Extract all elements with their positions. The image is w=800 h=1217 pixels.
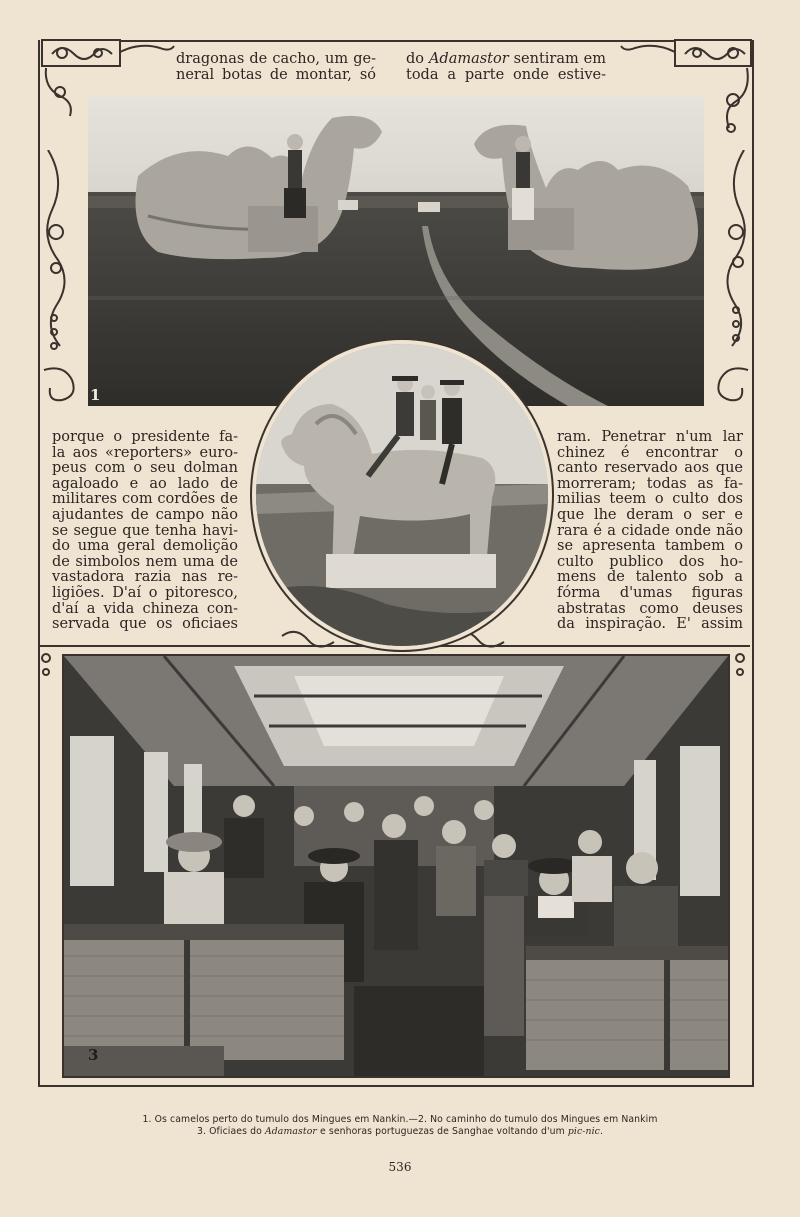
text-line: do uma geral demolição (52, 538, 238, 555)
text-line: se segue que tenha havi- (52, 522, 238, 539)
photo-number-3: 3 (88, 1046, 99, 1064)
caption-line-1: 1. Os camelos perto do tumulo dos Mingues em Nankin.—2. No caminho do tumulo dos Mingues em Nankim (142, 1114, 658, 1125)
text-line: culto publico dos ho- (557, 553, 743, 570)
text-line: de simbolos nem uma de (52, 553, 238, 570)
text-line: porque o presidente fa- (52, 429, 238, 445)
caption-fragment: e senhoras portuguezas de Sanghae voltando d'um (316, 1126, 568, 1137)
text-line: ligiões. D'aí o pitoresco, (52, 584, 238, 601)
text-line: rara é a cidade onde não (557, 522, 743, 539)
photo-number-1: 1 (90, 386, 101, 404)
text-line: militares com cordões de (52, 491, 238, 508)
side-ornament-left-icon (38, 150, 84, 420)
text-line: canto reservado aos que (557, 460, 743, 477)
top-rule (118, 40, 678, 42)
text-fragment: do (406, 51, 429, 67)
caption-italic: pic-nic (567, 1126, 600, 1137)
text-line: da inspiração. E' assim (557, 616, 743, 633)
text-line: ram. Penetrar n'um lar (557, 429, 743, 445)
left-text-column (52, 430, 238, 633)
caption-fragment: . (599, 1126, 604, 1137)
text-line: milias teem o culto dos (557, 491, 743, 508)
text-line: fórma d'umas figuras (557, 584, 743, 601)
caption-fragment: 3. Oficiaes do (196, 1126, 265, 1137)
caption-ship-name: Adamastor (264, 1126, 317, 1137)
text-line: servada que os oficiaes (52, 616, 238, 633)
photo-captions (60, 1114, 740, 1138)
text-fragment: sentiram em (508, 51, 606, 67)
photo-horse-statue (252, 340, 552, 650)
text-line: mens de talento sob a (557, 569, 743, 586)
top-text-right (406, 52, 606, 83)
text-line: la aos «reporters» euro- (52, 444, 238, 461)
top-text-left (176, 52, 376, 83)
text-line (406, 52, 606, 68)
ship-name: Adamastor (428, 51, 509, 67)
text-line: chinez é encontrar o (557, 444, 743, 461)
text-line: peus com o seu dolman (52, 460, 238, 477)
photo-train-carriage-image (64, 656, 728, 1076)
text-line: agaloado e ao lado de (52, 475, 238, 492)
page-number: 536 (388, 1160, 412, 1174)
text-line: ajudantes de campo não (52, 506, 238, 523)
text-line: d'aí a vida chineza con- (52, 600, 238, 617)
text-line: vastadora razia nas re- (52, 569, 238, 586)
photo-train-carriage (62, 654, 730, 1078)
text-line: abstratas como deuses (557, 600, 743, 617)
text-line: se apresenta tambem o (557, 538, 743, 555)
text-line: morreram; todas as fa- (557, 475, 743, 492)
text-line: toda a parte onde estive- (406, 66, 606, 83)
side-ornament-right-icon (708, 150, 754, 420)
text-line: neral botas de montar, só (176, 66, 376, 83)
text-line: dragonas de cacho, um ge- (176, 51, 376, 67)
caption-line-2 (60, 1126, 740, 1138)
photo-horse-statue-image (256, 344, 548, 646)
right-text-column (557, 430, 743, 633)
text-line: que lhe deram o ser e (557, 506, 743, 523)
